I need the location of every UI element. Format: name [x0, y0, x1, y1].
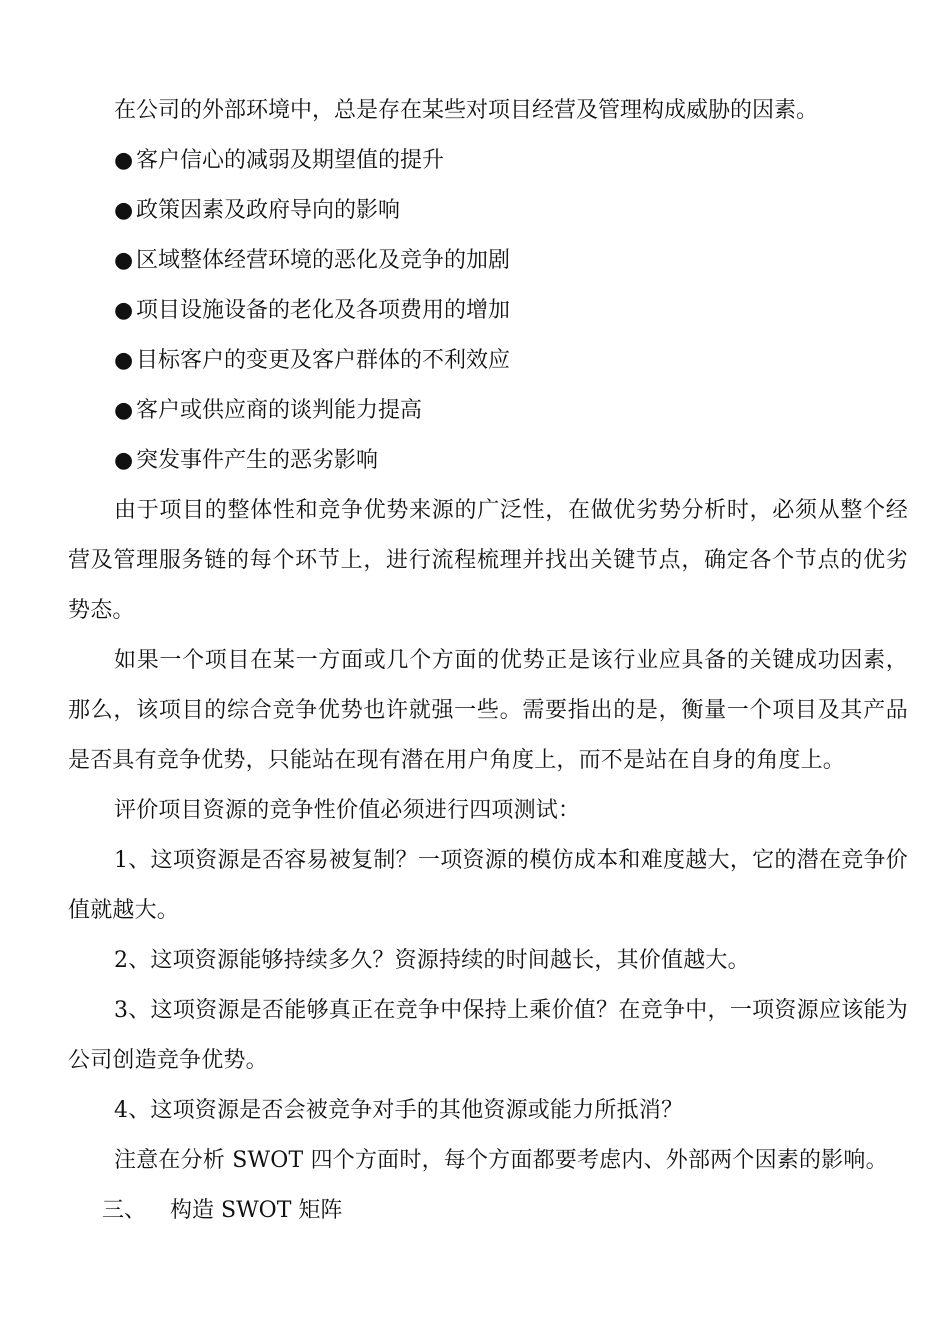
bullet-text: 项目设施设备的老化及各项费用的增加: [136, 298, 511, 323]
bullet-item: [68, 436, 908, 486]
bullet-text: 目标客户的变更及客户群体的不利效应: [136, 348, 511, 373]
bullet-dot-icon: ●: [114, 448, 134, 473]
section-title: 构造 SWOT 矩阵: [170, 1198, 343, 1223]
bullet-text: 政策因素及政府导向的影响: [136, 198, 401, 223]
bullet-dot-icon: ●: [114, 298, 134, 323]
bullet-item: [68, 286, 908, 336]
bullet-text: 突发事件产生的恶劣影响: [136, 448, 379, 473]
bullet-item: [68, 236, 908, 286]
bullet-item: [68, 336, 908, 386]
bullet-text: 客户信心的减弱及期望值的提升: [136, 148, 445, 173]
test-item-4: 4、这项资源是否会被竞争对手的其他资源或能力所抵消？: [114, 1098, 684, 1123]
bullet-item: [68, 186, 908, 236]
bullet-dot-icon: ●: [114, 248, 134, 273]
bullet-text: 区域整体经营环境的恶化及竞争的加剧: [136, 248, 511, 273]
bullet-dot-icon: ●: [114, 348, 134, 373]
section-heading: [68, 1186, 908, 1236]
bullet-item: [68, 386, 908, 436]
test-item-2: 2、这项资源能够持续多久？资源持续的时间越长，其价值越大。: [114, 948, 750, 973]
document-page: [68, 86, 908, 1236]
section-number: 三、: [102, 1198, 147, 1223]
bullet-item: [68, 136, 908, 186]
intro-paragraph: 在公司的外部环境中，总是存在某些对项目经营及管理构成威胁的因素。: [114, 98, 819, 123]
advantage-paragraph: 如果一个项目在某一方面或几个方面的优势正是该行业应具备的关键成功因素，那么，该项目的综合竞争优势也许就强一些。需要指出的是，衡量一个项目及其产品是否具有竞争优势，只能站在现有潜在用户角度上，而不是站在自身的角度上。: [68, 648, 908, 773]
bullet-dot-icon: ●: [114, 148, 134, 173]
test-item-1: 1、这项资源是否容易被复制？一项资源的模仿成本和难度越大，它的潜在竞争价值就越大。: [68, 848, 908, 923]
test-intro-paragraph: 评价项目资源的竞争性价值必须进行四项测试：: [114, 798, 581, 823]
bullet-dot-icon: ●: [114, 198, 134, 223]
bullet-dot-icon: ●: [114, 398, 134, 423]
note-paragraph: 注意在分析 SWOT 四个方面时，每个方面都要考虑内、外部两个因素的影响。: [114, 1148, 888, 1173]
test-item-3: 3、这项资源是否能够真正在竞争中保持上乘价值？在竞争中，一项资源应该能为公司创造竞争优势。: [68, 998, 908, 1073]
analysis-paragraph: 由于项目的整体性和竞争优势来源的广泛性，在做优劣势分析时，必须从整个经营及管理服务链的每个环节上，进行流程梳理并找出关键节点，确定各个节点的优劣势态。: [68, 498, 908, 623]
bullet-text: 客户或供应商的谈判能力提高: [136, 398, 423, 423]
